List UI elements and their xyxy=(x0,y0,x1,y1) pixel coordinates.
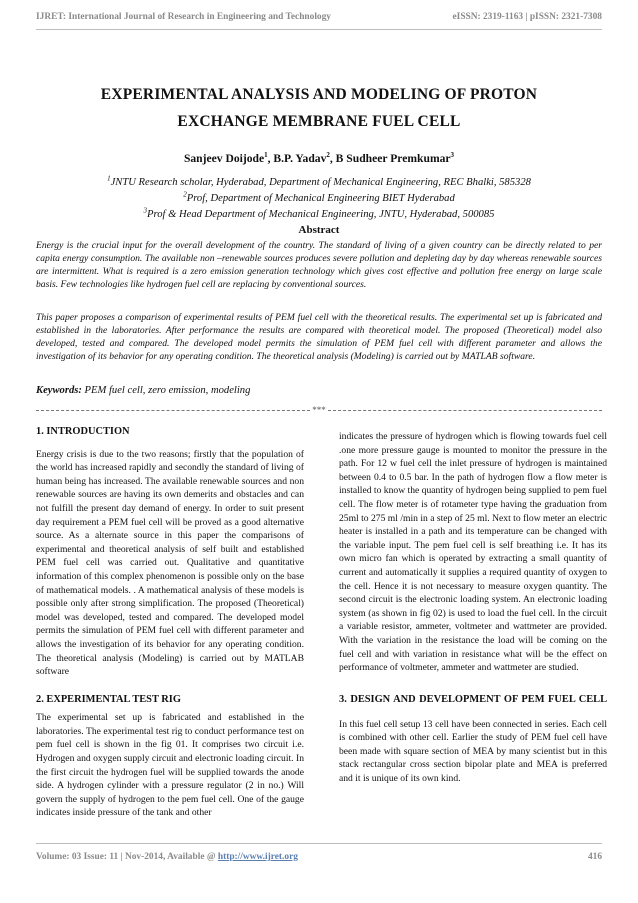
affiliation: $^3$Prof & Head Department of Mechanical Engineering, JNTU, Hyderabad, 500085 xyxy=(143,206,495,220)
separator-dash-left xyxy=(36,410,310,411)
abstract-paragraph-2: This paper proposes a comparison of experimental results of PEM fuel cell with the theoretical results. The experimental set up is fabricated and established in the laboratories. After performance the results are compared with theoretical model. The proposed (Theoretical) model also developed, tested and compared. The developed model permits the simulation of PEM fuel cell with different parameter and allows the investigation of its behavior for any operating condition. The theoretical analysis (Modeling) is carried out by MATLAB software. xyxy=(36,312,602,363)
header-rule xyxy=(36,29,602,30)
keywords xyxy=(36,385,602,396)
separator-stars: *** xyxy=(312,405,326,415)
design-body: In this fuel cell setup 13 cell have been connected in series. Each cell is combined with other cell. Earlier the study of PEM fuel cell have been made with square section of MEA by many scientist but in this stack rectangular cross section bipolar plate and MEA is preferred and it is unique of its own kind. xyxy=(339,718,607,785)
abstract-heading: Abstract xyxy=(298,224,340,236)
abstract-paragraph-1: Energy is the crucial input for the overall development of the country. The standard of living of a given country can be directly related to per capita energy consumption. The available non –renewable sources produces severe pollution and depleting day by day whereas renewable sources are intermittent. What is required is a zero emission generation technology which gives cost effective and pollution free energy on large scale basis. Few technologies like hydrogen fuel cell are replacing by conventional sources. xyxy=(36,240,602,291)
affiliations xyxy=(36,175,602,222)
affiliation: $^2$Prof, Department of Mechanical Engineering BIET Hyderabad xyxy=(183,190,455,204)
section-separator xyxy=(36,404,602,416)
title-line-2: EXCHANGE MEMBRANE FUEL CELL xyxy=(177,113,461,130)
test-rig-body: The experimental set up is fabricated and established in the laboratories. The experimental test rig to conduct performance test on pem fuel cell is shown in the fig 01. It comprises two circuit i.e. Hydrogen and oxygen supply circuit and electronic loading circuit. In the first circuit the hydrogen fuel will be supplied towards the anode side. A hydrogen cylinder with a pressure regulator (2 in no.) Will govern the supply of hydrogen to the pem fuel cell. One of the gauge indicates inside pressure of the tank and other xyxy=(36,712,304,819)
separator-dash-right xyxy=(328,410,602,411)
running-header xyxy=(36,12,602,22)
section-heading-design: 3. DESIGN AND DEVELOPMENT OF PEM FUEL CELL xyxy=(339,693,607,705)
footer-rule xyxy=(36,843,602,844)
running-footer xyxy=(36,852,602,862)
volume-info: Volume: 03 Issue: 11 | Nov-2014, Available @ http://www.ijret.org xyxy=(36,852,298,862)
page-number: 416 xyxy=(587,852,602,862)
author: B Sudheer Premkumar$^3$ xyxy=(335,151,455,165)
issn: eISSN: 2319-1163 | pISSN: 2321-7308 xyxy=(452,12,602,22)
test-rig-body-continued: indicates the pressure of hydrogen which is flowing towards fuel cell .one more pressure gauge is mounted to monitor the pressure in the path. For 12 w fuel cell the inlet pressure of hydrogen is maintained between 0.4 to 0.5 bar. In the path of hydrogen flow a flow meter is installed to know the quantity of hydrogen being supplied to pem fuel cell. The flow meter is of rotameter type having the graduation from 25ml to 275 ml /min in a step of 25 ml. Next to flow meter an electric heater is installed in a path and its temperature can be changed with the variable input. The pem fuel cell is self breathing i.e. It has its own micro fan which is operated by extracting a small quantity of current and automatically it supplies a required quantity of oxygen to the cell. Hence it is not necessary to measure oxygen quantity. The second circuit is the electronic loading system. An electronic loading system (as shown in fig 02) is used to load the fuel cell. In the circuit a variable resistor, ammeter, voltmeter and wattmeter are provided. With the variation in the resistance the load will be coming on the fuel cell and with variation in resistance what will be the effect on performance of voltmeter, ammeter and wattmeter are studied. xyxy=(339,431,607,674)
author: Sanjeev Doijode$^1$, xyxy=(183,151,274,165)
introduction-body: Energy crisis is due to the two reasons; firstly that the population of the world has increased rapidly and secondly the standard of living of human being has increased. The available renewable sources and non renewable sources are having its own demerits and obstacles and can not fulfill the present day demand of energy. In order to suit present day requirement a PEM fuel cell will be proved as a good alternative source. As a alternate source in this paper the comparisons of experimental and theoretical analysis of self built and established PEM fuel cell was carried out. Qualitative and quantitative information of this complex phenomenon is possible only on the base of mathematical models. . A mathematical analysis of these models is possible only after strong simplification. The proposed (Theoretical) model was developed, tested and compared. The developed model permits the simulation of PEM fuel cell with different parameter and allows the investigation of its behavior for any operating condition. The theoretical analysis (Modeling) is carried out by MATLAB software xyxy=(36,448,304,678)
section-heading-test-rig: 2. EXPERIMENTAL TEST RIG xyxy=(36,693,181,705)
keywords-label: Keywords: xyxy=(36,385,82,396)
affiliation: $^1$JNTU Research scholar, Hyderabad, Department of Mechanical Engineering, REC Bhalki, 585328 xyxy=(107,174,531,188)
journal-url-link[interactable]: http://www.ijret.org xyxy=(217,852,298,862)
author-list xyxy=(36,152,602,165)
right-column xyxy=(339,430,607,786)
left-column xyxy=(36,425,304,820)
section-heading-introduction: 1. INTRODUCTION xyxy=(36,426,130,437)
keywords-text: PEM fuel cell, zero emission, modeling xyxy=(81,385,251,396)
title-line-1: EXPERIMENTAL ANALYSIS AND MODELING OF PROTON xyxy=(100,86,538,103)
author: B.P. Yadav$^2$, xyxy=(273,151,336,165)
paper-title xyxy=(36,81,602,135)
journal-name: IJRET: International Journal of Research in Engineering and Technology xyxy=(36,12,331,22)
